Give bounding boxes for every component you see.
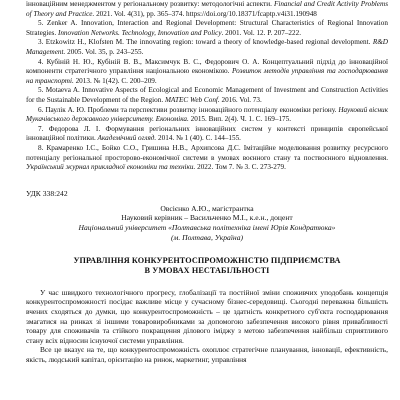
reference-details: 2013. № 1(42). C. 200–209.	[73, 76, 157, 85]
reference-details: 2015. Вип. 2(4). Ч. 1. С. 169–175.	[188, 115, 292, 124]
reference-item	[26, 58, 388, 87]
reference-details: 2021. Vol. 4(31), pp. 365–374. https://doi.org/10.18371/fcaptp.v4i31.190948	[94, 9, 317, 18]
reference-source: Innovation Networks. Technology, Innovation and Policy	[57, 28, 222, 37]
reference-details: 2022. Том 7. № 3. С. 273-279.	[195, 163, 286, 172]
reference-details: . 2001. Vol. 12. P. 207–222.	[221, 28, 301, 37]
reference-item	[26, 19, 388, 38]
reference-text: 5. Motaeva A. Innovative Aspects of Ecological and Economic Management of Investment and Construction Activities for the Sustainable Development of the Region.	[26, 86, 388, 104]
reference-source: R&D Management.	[26, 38, 388, 56]
location: (м. Полтава, Україна)	[170, 233, 244, 243]
reference-item	[26, 0, 388, 19]
reference-source: Український журнал прикладної економіки та техніки.	[26, 163, 196, 172]
author-name: Овсієнко А.Ю., магістрантка	[160, 203, 254, 213]
reference-source: Науковий вісник Мукачівського державного університету. Економіка.	[26, 105, 388, 124]
reference-item	[26, 86, 388, 105]
reference-details: 2014. № 1 (40). С. 144–155.	[156, 134, 241, 143]
reference-source: Financial and Credit Activity Problems of Theory and Practice.	[26, 0, 388, 18]
reference-item	[26, 106, 388, 125]
body-paragraph: Все це вказує на те, що конкурентоспроможність охоплює стратегічне планування, інновації, ефективність, якість, людський капітал, орієнтацію на ринок, маркетинг, управління	[26, 345, 388, 365]
title-line-2: В УМОВАХ НЕСТАБІЛЬНОСТІ	[144, 265, 270, 275]
reference-source: Академічний огляд.	[97, 134, 157, 143]
udc-code: УДК 338:242	[26, 188, 68, 198]
author-block	[26, 204, 388, 243]
references-list	[26, 0, 388, 173]
title-line-1: УПРАВЛІННЯ КОНКУРЕНТОСПРОМОЖНІСТЮ ПІДПРИЄМСТВА	[73, 255, 341, 265]
reference-source: Розвиток методів управління та господарювання на транспорті.	[26, 67, 388, 85]
reference-item	[26, 38, 388, 57]
reference-text: 6. Паулік А. Ю. Проблеми та перспективи розвитку інноваційного потенціалу економіки регіону.	[38, 105, 339, 114]
reference-text: інноваційним менеджментом у регіональному розвитку: методологічні аспекти.	[26, 0, 274, 8]
reference-details: 2016. Vol. 73.	[219, 95, 262, 104]
reference-text: 5. Zenker A. Innovation, Interaction and Regional Development: Structural Characteristics of Regional Innovation Strategies.	[26, 19, 388, 37]
body-paragraph: У час швидкого технологічного прогресу, глобалізації та постійної зміни споживчих уподобань концепція конкурентоспроможності посідає важливе місце у сучасному бізнес-середовищі. Сьогодні переважна більшість вчених сходяться до думки, що конкурентоспроможність – це здатність конкретного суб'єкта господарювання змагатися на ринках зі іншими товаровиробниками за допомогою забезпечення високого рівня привабливості товару для споживачів та стійкого покращення ділового іміджу з метою забезпечення найбільш сприятливого стану всіх відносин існуючої системи управління.	[26, 287, 388, 345]
affiliation: Національний університет «Полтавська політехніка імені Юрія Кондратюка»	[78, 223, 336, 233]
reference-item	[26, 144, 388, 173]
supervisor: Науковий керівник – Васильченко М.І., к.е.н., доцент	[121, 213, 293, 223]
reference-text: 7. Федорова Л. І. Формування регіональних інноваційних систем у контексті принципів європейської інноваційної політики.	[26, 124, 388, 143]
reference-text: 4. Кубіній Н. Ю., Кубіній В. В., Максимчук В. С., Федорович О. А. Концептуальний підхід до інноваційної компоненти стратегічного управління національною економікою.	[26, 57, 388, 76]
reference-text: 8. Крамаренко І.С., Бойко С.О., Гришина Н.В., Архипсова Д.С. Імітаційне моделювання розвитку ресурсного потенціалу регіональної просторово-економічної системи в умовах воєнного стану та поствоєнного відновлення.	[26, 143, 388, 162]
reference-text: 3. Etzkowitz H., Klofsten M. The innovating region: toward a theory of knowledge-based regional development.	[38, 38, 373, 47]
reference-item	[26, 125, 388, 144]
article-title	[26, 256, 388, 276]
article-body	[26, 288, 388, 365]
reference-source: MATEC Web Conf.	[164, 95, 220, 104]
reference-details: 2005. Vol. 35, p. 243–255.	[65, 47, 144, 56]
